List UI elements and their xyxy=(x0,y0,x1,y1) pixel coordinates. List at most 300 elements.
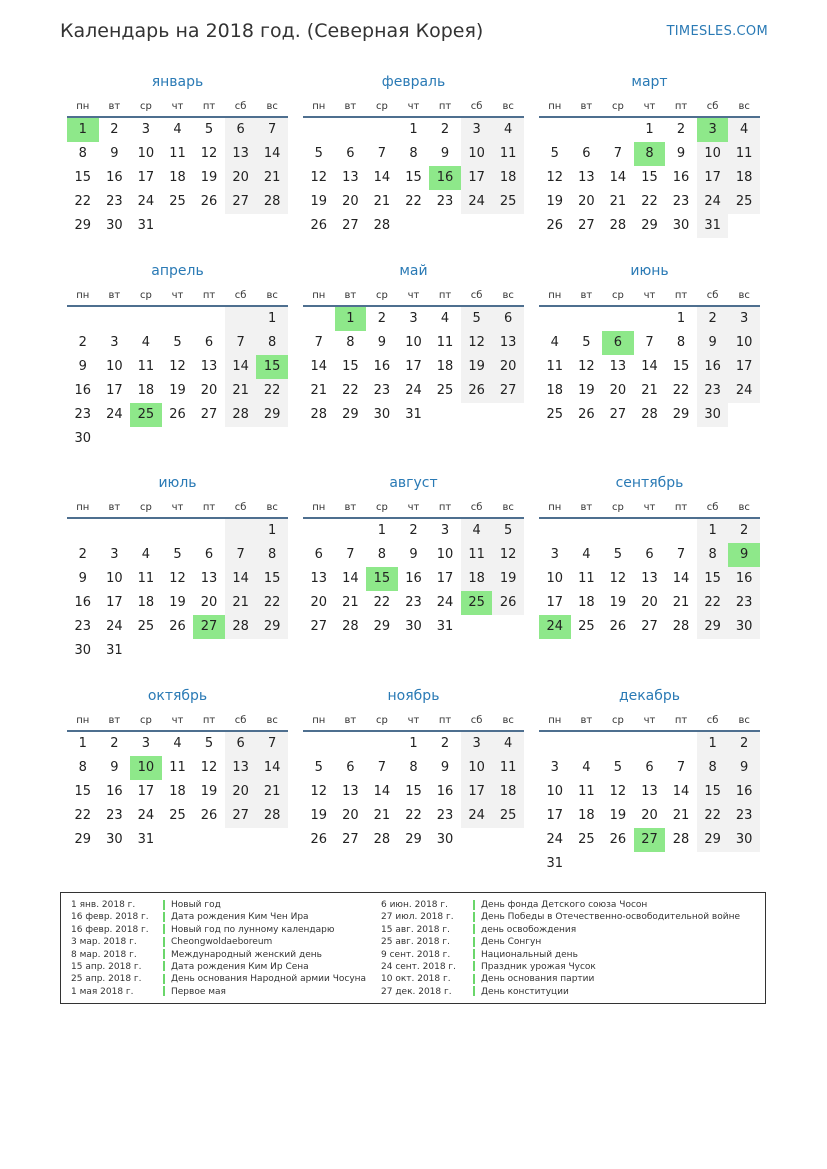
day-cell[interactable]: 2 xyxy=(697,307,729,331)
day-cell[interactable]: 23 xyxy=(74,407,92,422)
day-cell[interactable]: 6 xyxy=(225,732,257,756)
day-cell[interactable]: 18 xyxy=(137,383,155,398)
day-cell[interactable]: 3 xyxy=(141,736,151,751)
day-cell[interactable]: 10 xyxy=(461,142,493,166)
day-cell[interactable]: 16 xyxy=(405,571,422,586)
day-cell[interactable]: 25 xyxy=(546,407,564,422)
holiday-day-cell[interactable]: 1 xyxy=(335,307,367,331)
day-cell[interactable]: 28 xyxy=(672,619,690,634)
day-cell[interactable]: 15 xyxy=(405,170,422,185)
site-link[interactable]: TIMESLES.COM xyxy=(666,24,768,39)
day-cell[interactable]: 9 xyxy=(78,359,87,374)
day-cell[interactable]: 30 xyxy=(74,643,92,658)
day-cell[interactable]: 4 xyxy=(440,311,450,326)
day-cell[interactable]: 1 xyxy=(645,122,654,137)
day-cell[interactable]: 4 xyxy=(141,547,151,562)
day-cell[interactable]: 29 xyxy=(256,615,288,639)
day-cell[interactable]: 17 xyxy=(546,808,564,823)
day-cell[interactable]: 26 xyxy=(200,194,218,209)
day-cell[interactable]: 28 xyxy=(641,407,658,422)
day-cell[interactable]: 15 xyxy=(672,359,690,374)
day-cell[interactable]: 26 xyxy=(169,619,186,634)
day-cell[interactable]: 10 xyxy=(137,146,155,161)
day-cell[interactable]: 2 xyxy=(676,122,686,137)
day-cell[interactable]: 22 xyxy=(342,383,359,398)
day-cell[interactable]: 16 xyxy=(672,170,690,185)
day-cell[interactable]: 17 xyxy=(546,595,564,610)
day-cell[interactable]: 11 xyxy=(492,756,524,780)
day-cell[interactable]: 21 xyxy=(342,595,359,610)
day-cell[interactable]: 29 xyxy=(74,832,92,847)
day-cell[interactable]: 13 xyxy=(492,331,524,355)
day-cell[interactable]: 3 xyxy=(141,122,151,137)
day-cell[interactable]: 1 xyxy=(78,736,87,751)
day-cell[interactable]: 19 xyxy=(492,567,524,591)
day-cell[interactable]: 29 xyxy=(697,615,729,639)
day-cell[interactable]: 11 xyxy=(169,760,186,775)
day-cell[interactable]: 24 xyxy=(436,595,454,610)
day-cell[interactable]: 28 xyxy=(609,218,627,233)
day-cell[interactable]: 18 xyxy=(578,595,595,610)
day-cell[interactable]: 3 xyxy=(409,311,418,326)
day-cell[interactable]: 27 xyxy=(342,218,359,233)
day-cell[interactable]: 7 xyxy=(645,335,654,350)
day-cell[interactable]: 4 xyxy=(728,118,760,142)
day-cell[interactable]: 26 xyxy=(609,619,627,634)
day-cell[interactable]: 30 xyxy=(106,832,123,847)
day-cell[interactable]: 27 xyxy=(310,619,328,634)
day-cell[interactable]: 20 xyxy=(200,383,218,398)
day-cell[interactable]: 19 xyxy=(200,170,218,185)
day-cell[interactable]: 25 xyxy=(578,832,595,847)
day-cell[interactable]: 19 xyxy=(310,808,328,823)
day-cell[interactable]: 13 xyxy=(342,784,359,799)
day-cell[interactable]: 15 xyxy=(342,359,359,374)
day-cell[interactable]: 2 xyxy=(110,122,119,137)
day-cell[interactable]: 25 xyxy=(578,619,595,634)
day-cell[interactable]: 2 xyxy=(377,311,387,326)
day-cell[interactable]: 10 xyxy=(461,756,493,780)
day-cell[interactable]: 12 xyxy=(492,543,524,567)
day-cell[interactable]: 21 xyxy=(256,166,288,190)
day-cell[interactable]: 5 xyxy=(582,335,591,350)
day-cell[interactable]: 10 xyxy=(728,331,760,355)
day-cell[interactable]: 27 xyxy=(609,407,627,422)
day-cell[interactable]: 14 xyxy=(256,142,288,166)
day-cell[interactable]: 12 xyxy=(169,359,186,374)
day-cell[interactable]: 20 xyxy=(609,383,627,398)
day-cell[interactable]: 10 xyxy=(546,571,564,586)
day-cell[interactable]: 26 xyxy=(578,407,595,422)
day-cell[interactable]: 14 xyxy=(225,355,257,379)
day-cell[interactable]: 18 xyxy=(169,170,186,185)
day-cell[interactable]: 5 xyxy=(173,547,182,562)
day-cell[interactable]: 7 xyxy=(256,732,288,756)
day-cell[interactable]: 17 xyxy=(137,170,155,185)
day-cell[interactable]: 19 xyxy=(310,194,328,209)
day-cell[interactable]: 24 xyxy=(461,804,493,828)
day-cell[interactable]: 25 xyxy=(137,619,155,634)
day-cell[interactable]: 6 xyxy=(645,760,654,775)
day-cell[interactable]: 26 xyxy=(609,832,627,847)
day-cell[interactable]: 21 xyxy=(256,780,288,804)
day-cell[interactable]: 14 xyxy=(373,170,391,185)
day-cell[interactable]: 28 xyxy=(225,615,257,639)
day-cell[interactable]: 13 xyxy=(310,571,328,586)
day-cell[interactable]: 9 xyxy=(110,146,119,161)
day-cell[interactable]: 18 xyxy=(546,383,564,398)
day-cell[interactable]: 28 xyxy=(256,190,288,214)
day-cell[interactable]: 27 xyxy=(200,407,218,422)
day-cell[interactable]: 11 xyxy=(137,359,155,374)
day-cell[interactable]: 9 xyxy=(440,760,450,775)
day-cell[interactable]: 19 xyxy=(578,383,595,398)
day-cell[interactable]: 5 xyxy=(550,146,559,161)
day-cell[interactable]: 11 xyxy=(578,784,595,799)
day-cell[interactable]: 4 xyxy=(550,335,559,350)
day-cell[interactable]: 11 xyxy=(461,543,493,567)
day-cell[interactable]: 30 xyxy=(728,828,760,852)
day-cell[interactable]: 14 xyxy=(225,567,257,591)
day-cell[interactable]: 25 xyxy=(492,804,524,828)
day-cell[interactable]: 15 xyxy=(74,784,92,799)
day-cell[interactable]: 8 xyxy=(256,543,288,567)
day-cell[interactable]: 21 xyxy=(225,379,257,403)
day-cell[interactable]: 18 xyxy=(492,780,524,804)
day-cell[interactable]: 2 xyxy=(78,547,87,562)
day-cell[interactable]: 21 xyxy=(641,383,658,398)
day-cell[interactable]: 9 xyxy=(697,331,729,355)
holiday-day-cell[interactable]: 27 xyxy=(193,615,225,639)
day-cell[interactable]: 4 xyxy=(173,122,182,137)
holiday-day-cell[interactable]: 15 xyxy=(366,567,398,591)
day-cell[interactable]: 6 xyxy=(314,547,323,562)
day-cell[interactable]: 6 xyxy=(645,547,654,562)
day-cell[interactable]: 16 xyxy=(373,359,391,374)
day-cell[interactable]: 10 xyxy=(697,142,729,166)
day-cell[interactable]: 1 xyxy=(409,122,418,137)
day-cell[interactable]: 4 xyxy=(141,335,151,350)
day-cell[interactable]: 18 xyxy=(137,595,155,610)
day-cell[interactable]: 12 xyxy=(310,784,328,799)
day-cell[interactable]: 17 xyxy=(461,166,493,190)
day-cell[interactable]: 30 xyxy=(672,218,690,233)
day-cell[interactable]: 16 xyxy=(728,567,760,591)
day-cell[interactable]: 8 xyxy=(78,146,87,161)
day-cell[interactable]: 7 xyxy=(346,547,355,562)
day-cell[interactable]: 22 xyxy=(405,194,422,209)
day-cell[interactable]: 14 xyxy=(609,170,627,185)
day-cell[interactable]: 4 xyxy=(492,732,524,756)
day-cell[interactable]: 10 xyxy=(106,359,123,374)
holiday-day-cell[interactable]: 9 xyxy=(728,543,760,567)
day-cell[interactable]: 13 xyxy=(225,756,257,780)
day-cell[interactable]: 28 xyxy=(672,832,690,847)
day-cell[interactable]: 19 xyxy=(200,784,218,799)
day-cell[interactable]: 27 xyxy=(342,832,359,847)
day-cell[interactable]: 16 xyxy=(697,355,729,379)
day-cell[interactable]: 23 xyxy=(672,194,690,209)
day-cell[interactable]: 12 xyxy=(200,146,218,161)
day-cell[interactable]: 25 xyxy=(728,190,760,214)
day-cell[interactable]: 22 xyxy=(256,379,288,403)
day-cell[interactable]: 20 xyxy=(200,595,218,610)
day-cell[interactable]: 30 xyxy=(373,407,391,422)
day-cell[interactable]: 18 xyxy=(169,784,186,799)
day-cell[interactable]: 2 xyxy=(78,335,87,350)
day-cell[interactable]: 3 xyxy=(440,523,450,538)
day-cell[interactable]: 19 xyxy=(609,595,627,610)
day-cell[interactable]: 11 xyxy=(137,571,155,586)
day-cell[interactable]: 17 xyxy=(697,166,729,190)
day-cell[interactable]: 9 xyxy=(377,335,387,350)
day-cell[interactable]: 7 xyxy=(377,146,387,161)
day-cell[interactable]: 4 xyxy=(461,519,493,543)
day-cell[interactable]: 31 xyxy=(405,407,422,422)
day-cell[interactable]: 8 xyxy=(676,335,686,350)
day-cell[interactable]: 26 xyxy=(310,832,328,847)
day-cell[interactable]: 6 xyxy=(225,118,257,142)
day-cell[interactable]: 14 xyxy=(672,571,690,586)
holiday-day-cell[interactable]: 16 xyxy=(429,166,461,190)
day-cell[interactable]: 3 xyxy=(461,732,493,756)
day-cell[interactable]: 5 xyxy=(173,335,182,350)
day-cell[interactable]: 5 xyxy=(492,519,524,543)
day-cell[interactable]: 30 xyxy=(106,218,123,233)
day-cell[interactable]: 1 xyxy=(697,732,729,756)
day-cell[interactable]: 18 xyxy=(728,166,760,190)
day-cell[interactable]: 24 xyxy=(546,832,564,847)
day-cell[interactable]: 24 xyxy=(728,379,760,403)
day-cell[interactable]: 22 xyxy=(256,591,288,615)
day-cell[interactable]: 9 xyxy=(78,571,87,586)
day-cell[interactable]: 23 xyxy=(106,194,123,209)
day-cell[interactable]: 20 xyxy=(492,355,524,379)
day-cell[interactable]: 24 xyxy=(137,808,155,823)
day-cell[interactable]: 1 xyxy=(256,519,288,543)
holiday-day-cell[interactable]: 24 xyxy=(539,615,571,639)
day-cell[interactable]: 9 xyxy=(409,547,418,562)
day-cell[interactable]: 16 xyxy=(436,784,454,799)
holiday-day-cell[interactable]: 1 xyxy=(67,118,99,142)
day-cell[interactable]: 28 xyxy=(225,403,257,427)
day-cell[interactable]: 21 xyxy=(672,808,690,823)
day-cell[interactable]: 31 xyxy=(137,832,155,847)
day-cell[interactable]: 19 xyxy=(169,595,186,610)
day-cell[interactable]: 11 xyxy=(728,142,760,166)
day-cell[interactable]: 22 xyxy=(373,595,391,610)
day-cell[interactable]: 19 xyxy=(461,355,493,379)
day-cell[interactable]: 6 xyxy=(582,146,591,161)
day-cell[interactable]: 31 xyxy=(137,218,155,233)
day-cell[interactable]: 7 xyxy=(256,118,288,142)
day-cell[interactable]: 7 xyxy=(676,760,686,775)
day-cell[interactable]: 25 xyxy=(436,383,454,398)
day-cell[interactable]: 30 xyxy=(436,832,454,847)
day-cell[interactable]: 30 xyxy=(728,615,760,639)
day-cell[interactable]: 26 xyxy=(200,808,218,823)
day-cell[interactable]: 23 xyxy=(405,595,422,610)
day-cell[interactable]: 26 xyxy=(310,218,328,233)
day-cell[interactable]: 5 xyxy=(613,547,623,562)
day-cell[interactable]: 2 xyxy=(440,122,450,137)
day-cell[interactable]: 6 xyxy=(492,307,524,331)
day-cell[interactable]: 5 xyxy=(314,146,323,161)
day-cell[interactable]: 5 xyxy=(204,736,214,751)
day-cell[interactable]: 28 xyxy=(373,218,391,233)
day-cell[interactable]: 1 xyxy=(377,523,387,538)
day-cell[interactable]: 13 xyxy=(609,359,627,374)
day-cell[interactable]: 15 xyxy=(405,784,422,799)
day-cell[interactable]: 15 xyxy=(641,170,658,185)
day-cell[interactable]: 14 xyxy=(310,359,328,374)
day-cell[interactable]: 23 xyxy=(697,379,729,403)
day-cell[interactable]: 11 xyxy=(578,571,595,586)
day-cell[interactable]: 18 xyxy=(461,567,493,591)
day-cell[interactable]: 17 xyxy=(461,780,493,804)
day-cell[interactable]: 7 xyxy=(676,547,686,562)
day-cell[interactable]: 25 xyxy=(169,808,186,823)
day-cell[interactable]: 31 xyxy=(436,619,454,634)
day-cell[interactable]: 27 xyxy=(225,804,257,828)
holiday-day-cell[interactable]: 25 xyxy=(130,403,162,427)
day-cell[interactable]: 26 xyxy=(461,379,493,403)
day-cell[interactable]: 5 xyxy=(204,122,214,137)
day-cell[interactable]: 7 xyxy=(613,146,623,161)
day-cell[interactable]: 24 xyxy=(106,407,123,422)
day-cell[interactable]: 22 xyxy=(672,383,690,398)
day-cell[interactable]: 15 xyxy=(74,170,92,185)
day-cell[interactable]: 14 xyxy=(373,784,391,799)
day-cell[interactable]: 30 xyxy=(74,431,92,446)
day-cell[interactable]: 24 xyxy=(137,194,155,209)
day-cell[interactable]: 19 xyxy=(169,383,186,398)
day-cell[interactable]: 17 xyxy=(137,784,155,799)
day-cell[interactable]: 14 xyxy=(342,571,359,586)
day-cell[interactable]: 13 xyxy=(641,571,658,586)
day-cell[interactable]: 12 xyxy=(578,359,595,374)
day-cell[interactable]: 24 xyxy=(106,619,123,634)
day-cell[interactable]: 20 xyxy=(310,595,328,610)
day-cell[interactable]: 5 xyxy=(613,760,623,775)
day-cell[interactable]: 20 xyxy=(342,194,359,209)
day-cell[interactable]: 2 xyxy=(728,519,760,543)
day-cell[interactable]: 13 xyxy=(342,170,359,185)
day-cell[interactable]: 25 xyxy=(169,194,186,209)
day-cell[interactable]: 3 xyxy=(461,118,493,142)
day-cell[interactable]: 29 xyxy=(256,403,288,427)
day-cell[interactable]: 1 xyxy=(697,519,729,543)
day-cell[interactable]: 4 xyxy=(582,547,591,562)
day-cell[interactable]: 12 xyxy=(609,784,627,799)
day-cell[interactable]: 16 xyxy=(74,383,92,398)
day-cell[interactable]: 12 xyxy=(609,571,627,586)
day-cell[interactable]: 7 xyxy=(377,760,387,775)
day-cell[interactable]: 9 xyxy=(110,760,119,775)
day-cell[interactable]: 21 xyxy=(310,383,328,398)
day-cell[interactable]: 3 xyxy=(110,335,119,350)
day-cell[interactable]: 20 xyxy=(225,166,257,190)
day-cell[interactable]: 23 xyxy=(728,591,760,615)
holiday-day-cell[interactable]: 8 xyxy=(634,142,666,166)
day-cell[interactable]: 31 xyxy=(697,214,729,238)
day-cell[interactable]: 27 xyxy=(641,619,658,634)
day-cell[interactable]: 4 xyxy=(173,736,182,751)
day-cell[interactable]: 29 xyxy=(672,407,690,422)
day-cell[interactable]: 5 xyxy=(314,760,323,775)
day-cell[interactable]: 19 xyxy=(546,194,564,209)
day-cell[interactable]: 14 xyxy=(672,784,690,799)
day-cell[interactable]: 17 xyxy=(106,383,123,398)
day-cell[interactable]: 10 xyxy=(405,335,422,350)
day-cell[interactable]: 12 xyxy=(169,571,186,586)
day-cell[interactable]: 2 xyxy=(409,523,418,538)
day-cell[interactable]: 16 xyxy=(106,170,123,185)
day-cell[interactable]: 8 xyxy=(409,146,418,161)
day-cell[interactable]: 27 xyxy=(578,218,595,233)
day-cell[interactable]: 3 xyxy=(110,547,119,562)
day-cell[interactable]: 22 xyxy=(405,808,422,823)
day-cell[interactable]: 12 xyxy=(200,760,218,775)
day-cell[interactable]: 17 xyxy=(106,595,123,610)
day-cell[interactable]: 16 xyxy=(728,780,760,804)
day-cell[interactable]: 15 xyxy=(256,567,288,591)
day-cell[interactable]: 21 xyxy=(225,591,257,615)
day-cell[interactable]: 3 xyxy=(550,760,559,775)
day-cell[interactable]: 2 xyxy=(110,736,119,751)
day-cell[interactable]: 22 xyxy=(74,808,92,823)
day-cell[interactable]: 19 xyxy=(609,808,627,823)
day-cell[interactable]: 4 xyxy=(492,118,524,142)
day-cell[interactable]: 23 xyxy=(74,619,92,634)
day-cell[interactable]: 8 xyxy=(697,543,729,567)
day-cell[interactable]: 13 xyxy=(225,142,257,166)
day-cell[interactable]: 29 xyxy=(697,828,729,852)
day-cell[interactable]: 18 xyxy=(436,359,454,374)
day-cell[interactable]: 29 xyxy=(373,619,391,634)
day-cell[interactable]: 20 xyxy=(641,808,658,823)
holiday-day-cell[interactable]: 25 xyxy=(461,591,493,615)
day-cell[interactable]: 15 xyxy=(697,780,729,804)
day-cell[interactable]: 17 xyxy=(728,355,760,379)
day-cell[interactable]: 24 xyxy=(697,190,729,214)
day-cell[interactable]: 13 xyxy=(200,359,218,374)
day-cell[interactable]: 23 xyxy=(106,808,123,823)
day-cell[interactable]: 31 xyxy=(106,643,123,658)
day-cell[interactable]: 12 xyxy=(310,170,328,185)
day-cell[interactable]: 2 xyxy=(728,732,760,756)
day-cell[interactable]: 24 xyxy=(405,383,422,398)
day-cell[interactable]: 18 xyxy=(578,808,595,823)
day-cell[interactable]: 24 xyxy=(461,190,493,214)
day-cell[interactable]: 22 xyxy=(697,804,729,828)
day-cell[interactable]: 20 xyxy=(578,194,595,209)
day-cell[interactable]: 2 xyxy=(440,736,450,751)
day-cell[interactable]: 21 xyxy=(373,808,391,823)
day-cell[interactable]: 8 xyxy=(697,756,729,780)
day-cell[interactable]: 13 xyxy=(578,170,595,185)
day-cell[interactable]: 10 xyxy=(436,547,454,562)
day-cell[interactable]: 16 xyxy=(74,595,92,610)
day-cell[interactable]: 23 xyxy=(436,194,454,209)
holiday-day-cell[interactable]: 3 xyxy=(697,118,729,142)
day-cell[interactable]: 10 xyxy=(106,571,123,586)
day-cell[interactable]: 20 xyxy=(225,780,257,804)
day-cell[interactable]: 17 xyxy=(405,359,422,374)
day-cell[interactable]: 27 xyxy=(492,379,524,403)
day-cell[interactable]: 6 xyxy=(204,335,214,350)
day-cell[interactable]: 14 xyxy=(641,359,658,374)
